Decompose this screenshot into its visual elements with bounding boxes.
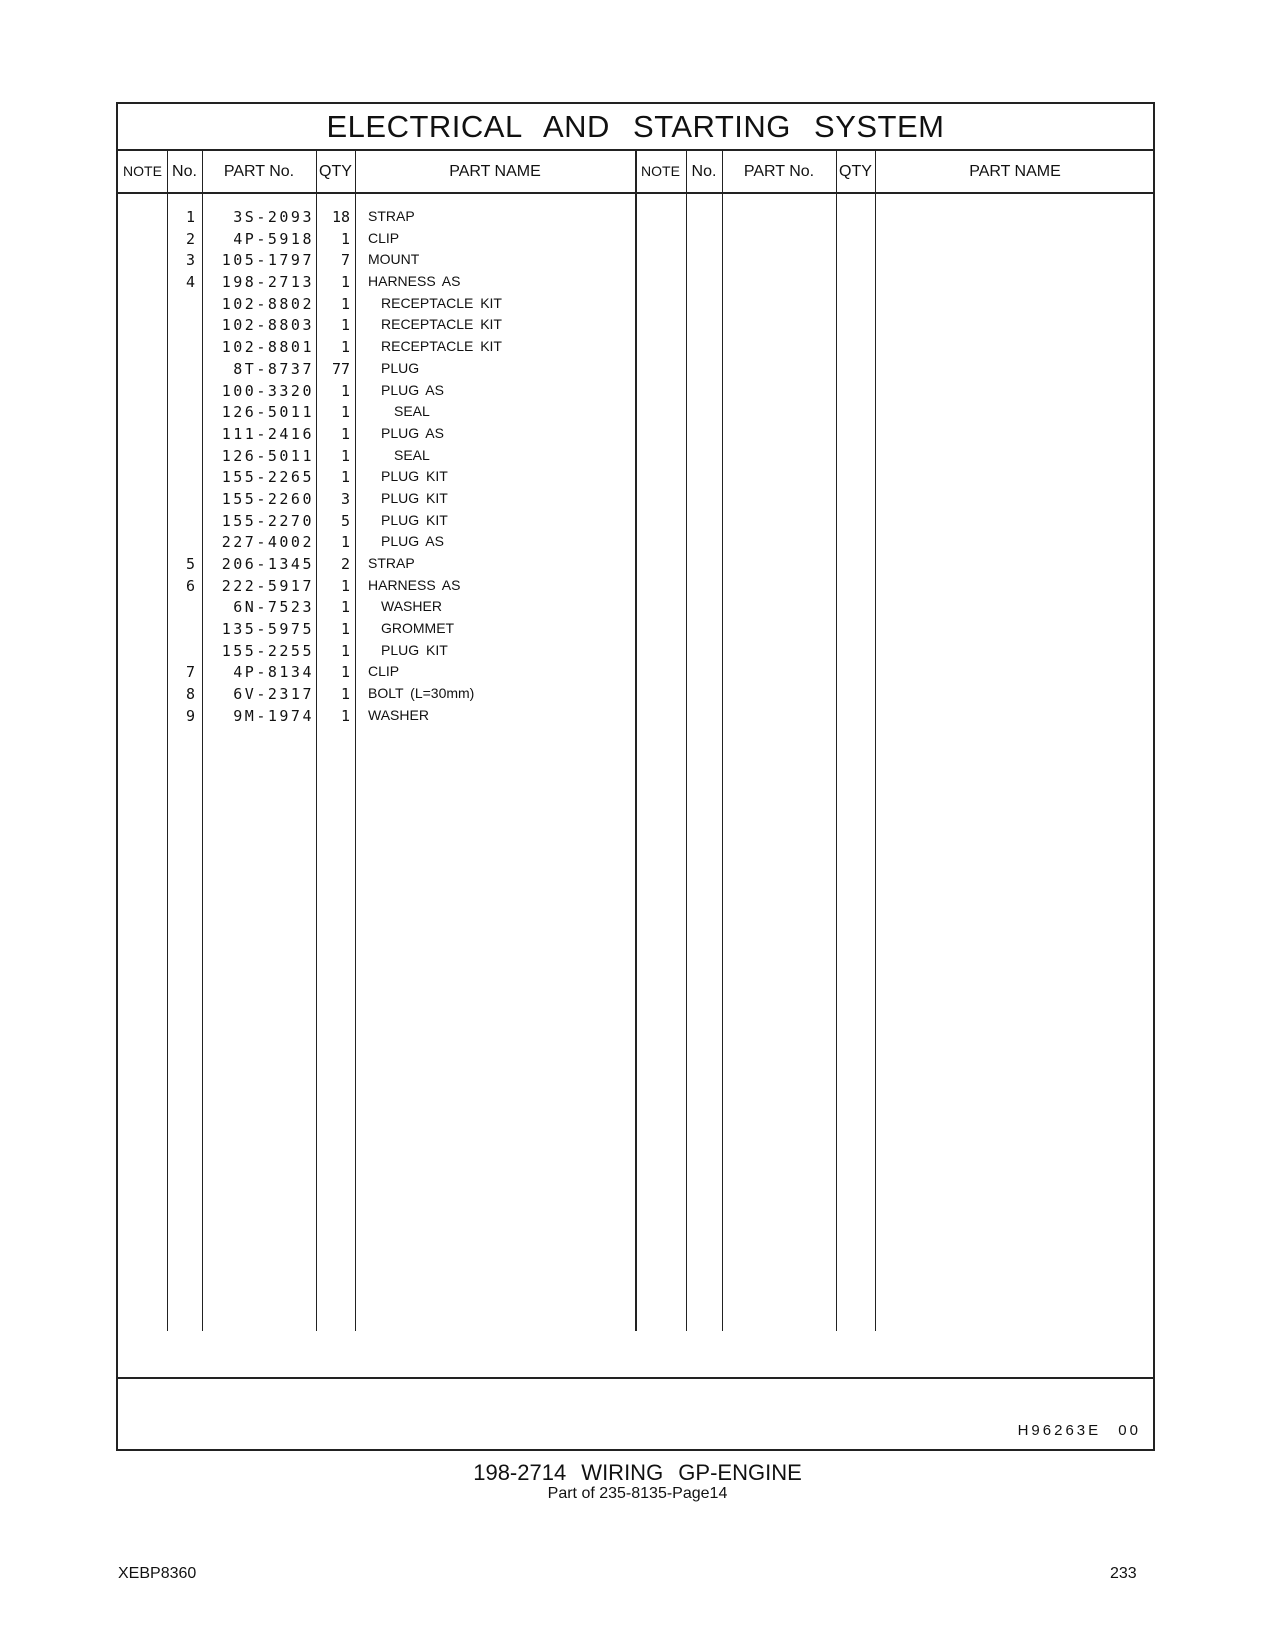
table-row — [118, 230, 638, 252]
part-name: RECEPTACLE KIT — [381, 316, 502, 333]
header-part-name-left: PART NAME — [355, 149, 635, 194]
part-name: WASHER — [381, 598, 442, 615]
part-number: 155-2260 — [221, 489, 314, 508]
item-number: 5 — [185, 555, 195, 573]
item-number: 4 — [185, 273, 195, 292]
part-name: PLUG KIT — [381, 511, 448, 528]
part-number: 102-8802 — [221, 294, 314, 313]
column-divider — [836, 149, 837, 1331]
part-name: SEAL — [394, 403, 430, 420]
table-row — [118, 620, 638, 642]
part-number: 6V-2317 — [233, 685, 314, 704]
column-divider — [722, 149, 723, 1331]
header-qty-right: QTY — [836, 149, 875, 194]
part-name: PLUG AS — [381, 424, 444, 441]
part-number: 155-2255 — [221, 641, 314, 660]
column-divider — [686, 149, 687, 1331]
part-number: 4P-8134 — [233, 663, 314, 682]
part-number: 9M-1974 — [233, 706, 314, 725]
quantity: 1 — [340, 706, 350, 725]
table-row — [118, 382, 638, 404]
table-row — [118, 273, 638, 295]
part-number: 222-5917 — [221, 576, 314, 595]
table-row — [118, 555, 638, 577]
table-row — [118, 685, 638, 707]
table-row — [118, 295, 638, 317]
table-row — [118, 447, 638, 469]
part-name: BOLT (L=30mm) — [368, 685, 475, 702]
quantity: 1 — [340, 403, 350, 422]
part-number: 102-8803 — [221, 316, 314, 335]
table-row — [118, 490, 638, 512]
table-row — [118, 360, 638, 382]
quantity: 7 — [340, 251, 350, 270]
item-number: 7 — [185, 663, 195, 682]
quantity: 3 — [340, 489, 350, 508]
part-number: 198-2713 — [221, 273, 314, 292]
quantity: 1 — [340, 576, 350, 595]
quantity: 1 — [340, 381, 350, 400]
footer-divider — [118, 1377, 1153, 1379]
item-number: 3 — [185, 251, 195, 270]
part-name: GROMMET — [381, 620, 455, 637]
item-number: 8 — [185, 685, 195, 704]
quantity: 5 — [340, 511, 350, 530]
header-part-no-left: PART No. — [202, 149, 316, 194]
part-name: MOUNT — [368, 251, 420, 268]
table-row — [118, 512, 638, 534]
part-number: 155-2270 — [221, 511, 314, 530]
part-name: SEAL — [394, 446, 430, 463]
part-name: STRAP — [368, 555, 415, 571]
header-no-left: No. — [167, 149, 202, 194]
table-row — [118, 251, 638, 273]
quantity: 1 — [340, 685, 350, 704]
header-part-no-right: PART No. — [722, 149, 836, 194]
quantity: 2 — [340, 555, 350, 573]
table-row — [118, 425, 638, 447]
part-number: 102-8801 — [221, 338, 314, 357]
quantity: 77 — [331, 359, 350, 378]
quantity: 1 — [340, 229, 350, 248]
part-name: STRAP — [368, 208, 415, 224]
quantity: 1 — [340, 294, 350, 313]
table-row — [118, 316, 638, 338]
part-number: 126-5011 — [221, 446, 314, 465]
part-number: 8T-8737 — [233, 359, 314, 378]
table-row — [118, 338, 638, 360]
quantity: 1 — [340, 316, 350, 335]
part-name: RECEPTACLE KIT — [381, 294, 502, 311]
table-row — [118, 208, 638, 230]
page-number: 233 — [1110, 1565, 1137, 1582]
part-number: 6N-7523 — [233, 598, 314, 617]
item-number: 9 — [185, 706, 195, 725]
part-number: 4P-5918 — [233, 229, 314, 248]
table-row — [118, 642, 638, 664]
part-name: WASHER — [368, 706, 429, 723]
part-name: RECEPTACLE KIT — [381, 338, 502, 355]
table-title: ELECTRICAL AND STARTING SYSTEM — [118, 104, 1153, 151]
part-number: 126-5011 — [221, 403, 314, 422]
item-number: 6 — [185, 576, 195, 595]
part-number: 100-3320 — [221, 381, 314, 400]
part-name: HARNESS AS — [368, 576, 461, 593]
table-row — [118, 468, 638, 490]
part-number: 105-1797 — [221, 251, 314, 270]
header-part-name-right: PART NAME — [875, 149, 1155, 194]
illustration-code: H96263E 00 — [1017, 1422, 1141, 1439]
part-name: PLUG KIT — [381, 641, 448, 658]
header-no-right: No. — [686, 149, 722, 194]
table-row — [118, 403, 638, 425]
table-row — [118, 577, 638, 599]
header-qty-left: QTY — [316, 149, 355, 194]
parts-list — [118, 208, 638, 729]
item-number: 1 — [185, 208, 195, 226]
quantity: 1 — [340, 424, 350, 443]
quantity: 1 — [340, 273, 350, 292]
quantity: 1 — [340, 533, 350, 552]
quantity: 1 — [340, 620, 350, 639]
table-row — [118, 598, 638, 620]
quantity: 18 — [331, 208, 350, 226]
table-row — [118, 663, 638, 685]
part-number: 206-1345 — [221, 555, 314, 573]
quantity: 1 — [340, 468, 350, 487]
part-name: PLUG AS — [381, 533, 444, 550]
part-name: PLUG KIT — [381, 489, 448, 506]
page-subtitle: 198-2714 WIRING GP-ENGINE — [473, 1460, 802, 1485]
quantity: 1 — [340, 663, 350, 682]
quantity: 1 — [340, 641, 350, 660]
quantity: 1 — [340, 446, 350, 465]
part-name: PLUG — [381, 359, 420, 376]
quantity: 1 — [340, 598, 350, 617]
header-note-right: NOTE — [635, 149, 686, 194]
column-divider — [875, 149, 876, 1331]
document-id: XEBP8360 — [118, 1565, 197, 1582]
parts-table-frame — [116, 102, 1155, 1451]
part-name: CLIP — [368, 663, 400, 680]
part-name: CLIP — [368, 229, 400, 246]
part-number: 227-4002 — [221, 533, 314, 552]
quantity: 1 — [340, 338, 350, 357]
page-subtitle-reference: Part of 235-8135-Page14 — [547, 1485, 728, 1502]
part-name: HARNESS AS — [368, 273, 461, 290]
part-number: 155-2265 — [221, 468, 314, 487]
item-number: 2 — [185, 229, 195, 248]
part-name: PLUG AS — [381, 381, 444, 398]
part-number: 135-5975 — [221, 620, 314, 639]
part-number: 111-2416 — [221, 424, 314, 443]
header-note-left: NOTE — [118, 149, 167, 194]
table-row — [118, 707, 638, 729]
table-row — [118, 533, 638, 555]
part-number: 3S-2093 — [233, 208, 314, 226]
part-name: PLUG KIT — [381, 468, 448, 485]
